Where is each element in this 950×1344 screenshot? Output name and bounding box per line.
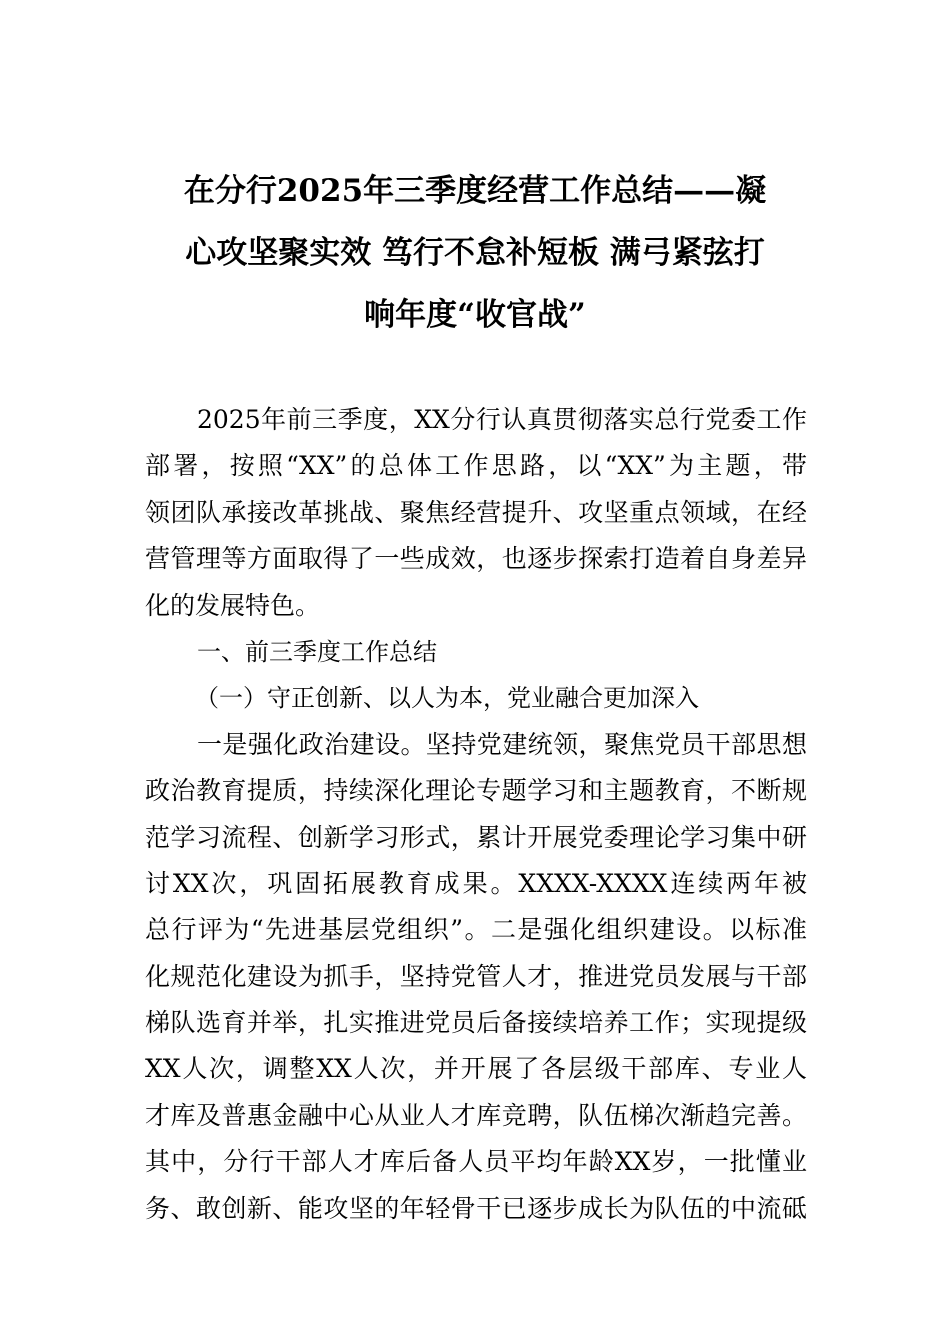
body-line-2: 政治教育提质，持续深化理论专题学习和主题教育，不断规 [145,776,807,806]
body-line-5: 总行评为“先进基层党组织”。二是强化组织建设。以标准 [145,915,807,945]
body-line-9: 才库及普惠金融中心从业人才库竞聘，队伍梯次渐趋完善。 [145,1100,807,1130]
document-title [145,160,805,346]
intro-line-4: 营管理等方面取得了一些成效，也逐步探索打造着自身差异 [145,544,807,574]
body-line-10: 其中，分行干部人才库后备人员平均年龄XX岁，一批懂业 [145,1147,807,1177]
intro-line-5: 化的发展特色。 [145,590,321,620]
title-line-2: 心攻坚聚实效 笃行不怠补短板 满弓紧弦打 [185,235,765,271]
intro-line-1: 2025年前三季度，XX分行认真贯彻落实总行党委工作 [197,405,807,434]
title-line-1: 在分行2025年三季度经营工作总结——凝 [183,173,767,209]
intro-line-2: 部署，按照“XX”的总体工作思路，以“XX”为主题，带 [145,451,807,481]
body-line-11: 务、敢创新、能攻坚的年轻骨干已逐步成长为队伍的中流砥 [145,1193,807,1223]
body-line-4: 讨XX次，巩固拓展教育成果。XXXX-XXXX连续两年被 [145,868,807,898]
body-line-1: 一是强化政治建设。坚持党建统领，聚焦党员干部思想 [197,729,807,759]
section-heading: 一、前三季度工作总结 [197,637,437,666]
body-line-8: XX人次，调整XX人次，并开展了各层级干部库、专业人 [145,1054,807,1084]
body-line-6: 化规范化建设为抓手，坚持党管人才，推进党员发展与干部 [145,961,807,991]
document-body [145,397,807,1232]
title-line-3: 响年度“收官战” [364,297,586,333]
subsection-heading: （一）守正创新、以人为本，党业融合更加深入 [195,684,699,713]
body-line-7: 梯队选育并举，扎实推进党员后备接续培养工作；实现提级 [145,1008,807,1038]
intro-line-3: 领团队承接改革挑战、聚焦经营提升、攻坚重点领域，在经 [145,497,807,527]
body-line-3: 范学习流程、创新学习形式，累计开展党委理论学习集中研 [145,822,807,852]
